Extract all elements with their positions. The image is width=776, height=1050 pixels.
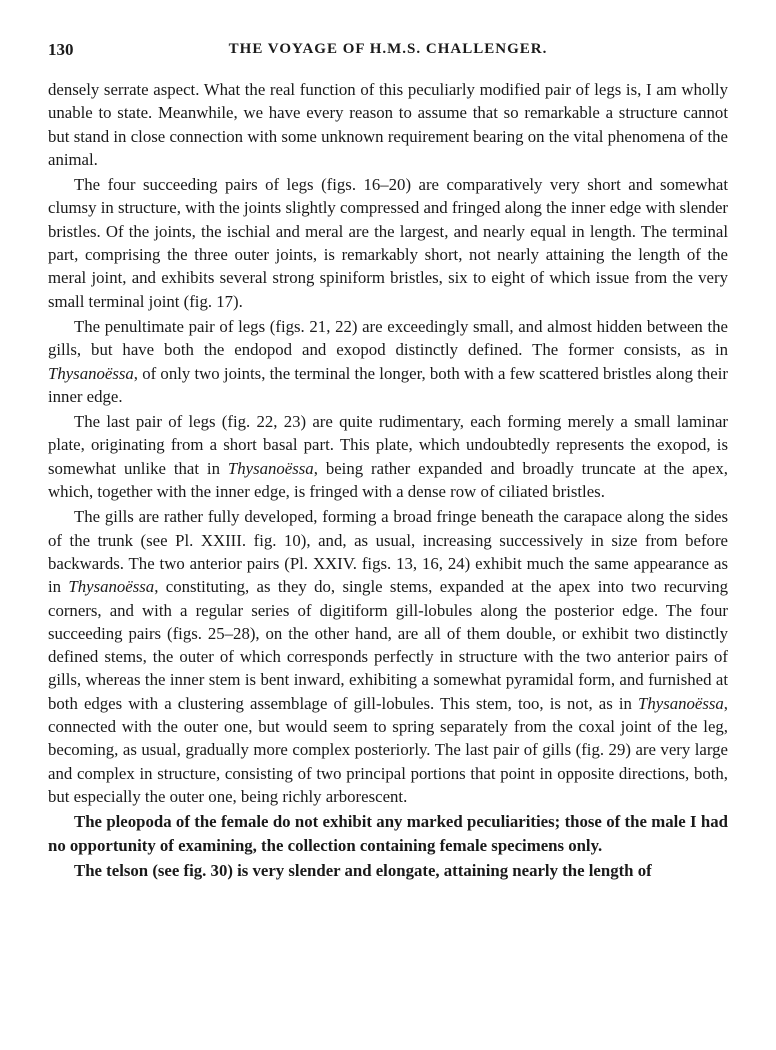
paragraph-2-text: The four succeeding pairs of legs (figs. 16–20) are comparatively very short and somewhat clumsy in structure, with the joints slightly compressed and fringed along the inner edge with slender bristles. Of the joints, the ischial and meral are the largest, and nearly equal in length. The terminal part, comprising the three outer joints, is remarkably short, not nearly attaining the length of the meral joint, and exhibits several strong spiniform bristles, six to eight of which issue from the very small terminal joint (fig. 17).	[48, 175, 728, 311]
paragraph-3-text-a: The penultimate pair of legs (figs. 21, 22) are exceedingly small, and almost hidden between the gills, but have both the endopod and exopod distinctly defined. The former consists, as in	[48, 316, 728, 360]
paragraph-6-text: The pleopoda of the female do not exhibit any marked peculiarities; those of the male I had no opportunity of examining, the collection containing female specimens only.	[48, 812, 728, 855]
paragraph-6	[48, 810, 728, 857]
paragraph-4	[48, 410, 728, 503]
paragraph-3-text-b: , of only two joints, the terminal the longer, both with a few scattered bristles along their inner edge.	[48, 363, 728, 406]
paragraph-1-text: densely serrate aspect. What the real function of this peculiarly modified pair of legs is, I am wholly unable to state. Meanwhile, we have every reason to assume that so remarkable a structure cannot but stand in close connection with some unknown requirement bearing on the vital phenomena of the animal.	[48, 80, 728, 169]
page-header	[48, 40, 728, 68]
genus-name: Thysanoëssa	[638, 693, 724, 713]
paragraph-5-text-c: , connected with the outer one, but would seem to spring separately from the coxal joint of the leg, becoming, as usual, gradually more complex posteriorly. The last pair of gills (fig. 29) are very large and complex in structure, consisting of two principal portions that point in opposite directions, both, but especially the outer one, being richly arborescent.	[48, 693, 728, 806]
paragraph-3	[48, 315, 728, 408]
genus-name: Thysanoëssa	[68, 577, 155, 597]
genus-name: Thysanoëssa	[48, 363, 134, 383]
paragraph-4-text-b: , being rather expanded and broadly truncate at the apex, which, together with the inner edge, is fringed with a dense row of ciliated bristles.	[48, 458, 728, 502]
running-title: THE VOYAGE OF H.M.S. CHALLENGER.	[228, 41, 548, 57]
paragraph-4-text-a: The last pair of legs (fig. 22, 23) are quite rudimentary, each forming merely a small laminar plate, originating from a short basal part. This plate, which undoubtedly represents the exopod, is somewhat unlike that in	[48, 412, 728, 478]
paragraph-7	[48, 859, 728, 882]
paragraph-5	[48, 505, 728, 808]
paragraph-2	[48, 173, 728, 313]
page	[48, 40, 728, 884]
paragraph-5-text-b: , constituting, as they do, single stems, expanded at the apex into two recurving corners, and with a regular series of digitiform gill-lobules along the posterior edge. The four succeeding pairs (figs. 25–28), on the other hand, are all of them double, or exhibit two distinctly defined stems, the outer of which corresponds perfectly in structure with the two anterior pairs of gills, whereas the inner stem is bent inward, exhibiting a somewhat pyramidal form, and furnished at both edges with a clustering assemblage of gill-lobules. This stem, too, is not, as in	[48, 577, 728, 713]
page-number: 130	[48, 40, 74, 59]
body-text	[48, 78, 728, 882]
paragraph-5-text-a: The gills are rather fully developed, forming a broad fringe beneath the carapace along the sides of the trunk (see Pl. XXIII. fig. 10), and, as usual, increasing successively in size from before backwards. The two anterior pairs (Pl. XXIV. figs. 13, 16, 24) exhibit much the same appearance as in	[48, 507, 728, 597]
paragraph-1	[48, 78, 728, 171]
paragraph-7-text: The telson (see fig. 30) is very slender and elongate, attaining nearly the length of	[74, 860, 652, 880]
genus-name: Thysanoëssa	[227, 458, 314, 478]
